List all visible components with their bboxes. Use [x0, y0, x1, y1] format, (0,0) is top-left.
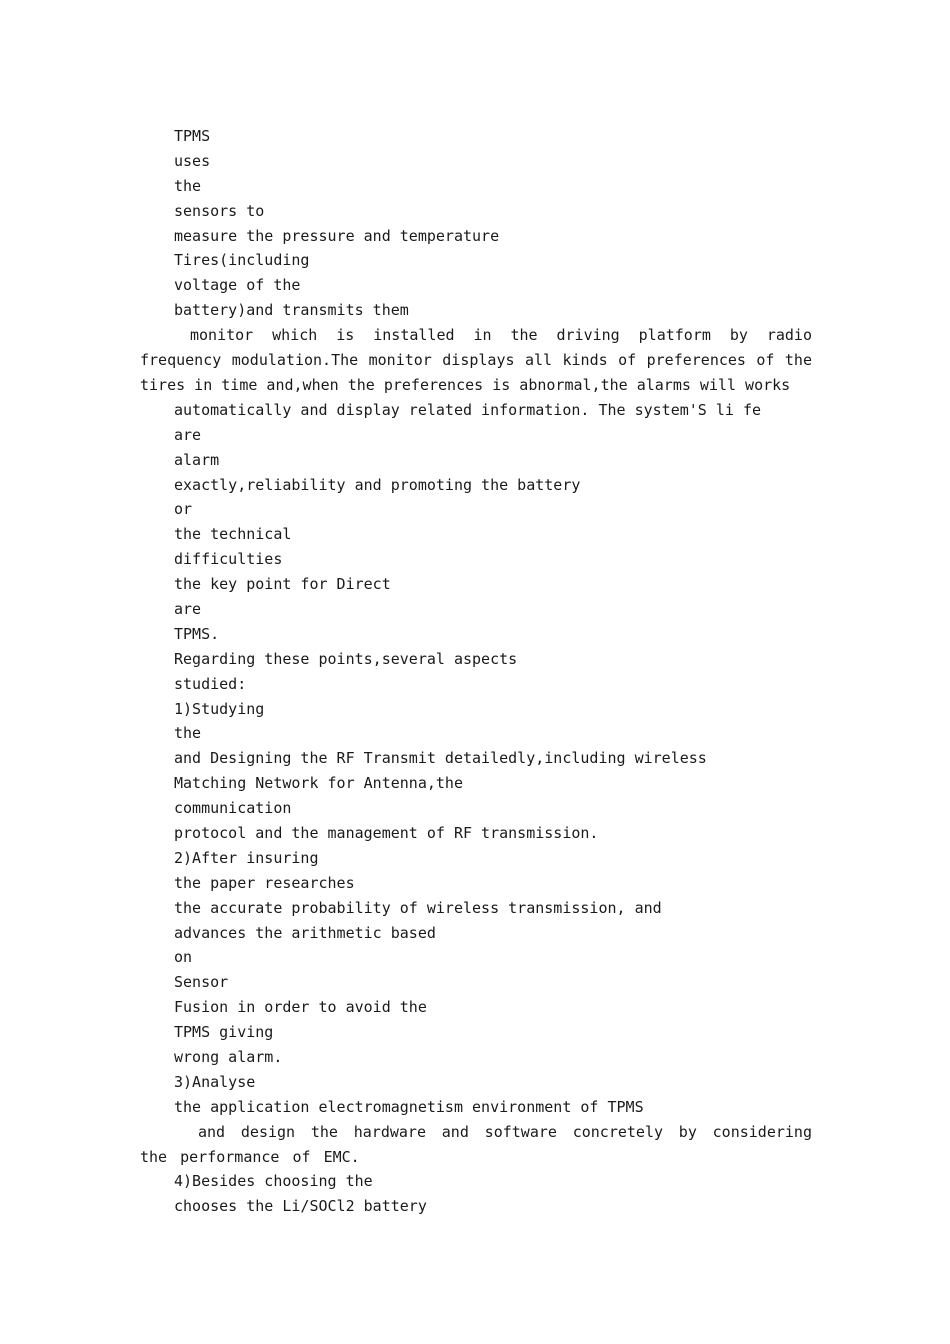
text-line: wrong alarm. — [174, 1048, 283, 1066]
text-line: the accurate probability of wireless transmission, and — [174, 898, 662, 917]
text-line: 2)After insuring — [174, 848, 319, 867]
text-line: studied: — [174, 674, 247, 693]
text-line: advances the arithmetic based — [174, 923, 436, 942]
text-line: measure the pressure and temperature — [174, 226, 500, 245]
text-line: on — [174, 948, 193, 967]
text-line: and Designing the RF Transmit detailedly,including wireless — [174, 749, 707, 768]
text-line: alarm — [174, 450, 220, 469]
text-line: sensors to — [174, 201, 265, 220]
text-line: uses — [174, 151, 211, 170]
text-line: the key point for Direct — [174, 575, 391, 594]
text-line: are — [174, 599, 202, 618]
text-line: TPMS — [174, 127, 211, 145]
text-line: the technical — [174, 525, 292, 544]
text-line: 1)Studying — [174, 699, 265, 718]
text-line: the — [174, 724, 202, 743]
text-line: 3)Analyse — [174, 1072, 256, 1091]
document-page — [140, 124, 812, 1219]
text-line: difficulties — [174, 550, 283, 569]
text-line: Matching Network for Antenna,the — [174, 774, 463, 793]
text-line: the application electromagnetism environment of TPMS — [174, 1097, 644, 1116]
text-line: the paper researches — [174, 873, 355, 892]
text-line: exactly,reliability and promoting the battery — [174, 475, 581, 494]
text-line: voltage of the — [174, 276, 301, 295]
text-line: battery)and transmits them — [174, 301, 409, 320]
text-line: communication — [174, 799, 292, 818]
text-line: TPMS giving — [174, 1023, 274, 1042]
text-line: 4)Besides choosing the — [174, 1172, 373, 1191]
text-line: protocol and the management of RF transmission. — [174, 823, 599, 842]
paragraph-monitor: monitor which is installed in the driving platform by radio frequency modulation.The monitor displays all kinds of preferences of the tires in time and,when the preferences is abnormal,the alarms will works — [140, 326, 812, 394]
text-line: Fusion in order to avoid the — [174, 998, 427, 1017]
text-line: automatically and display related information. The system'S li fe — [174, 400, 761, 419]
text-line: chooses the Li/SOCl2 battery — [174, 1197, 427, 1216]
text-line: Regarding these points,several aspects — [174, 649, 518, 668]
text-line: TPMS. — [174, 624, 220, 643]
text-line: are — [174, 425, 202, 444]
paragraph-emc: and design the hardware and software concretely by considering the performance of EMC. — [140, 1122, 812, 1166]
text-line: or — [174, 500, 193, 519]
text-line: Tires(including — [174, 251, 310, 270]
text-line: Sensor — [174, 973, 229, 992]
text-line: the — [174, 176, 202, 195]
